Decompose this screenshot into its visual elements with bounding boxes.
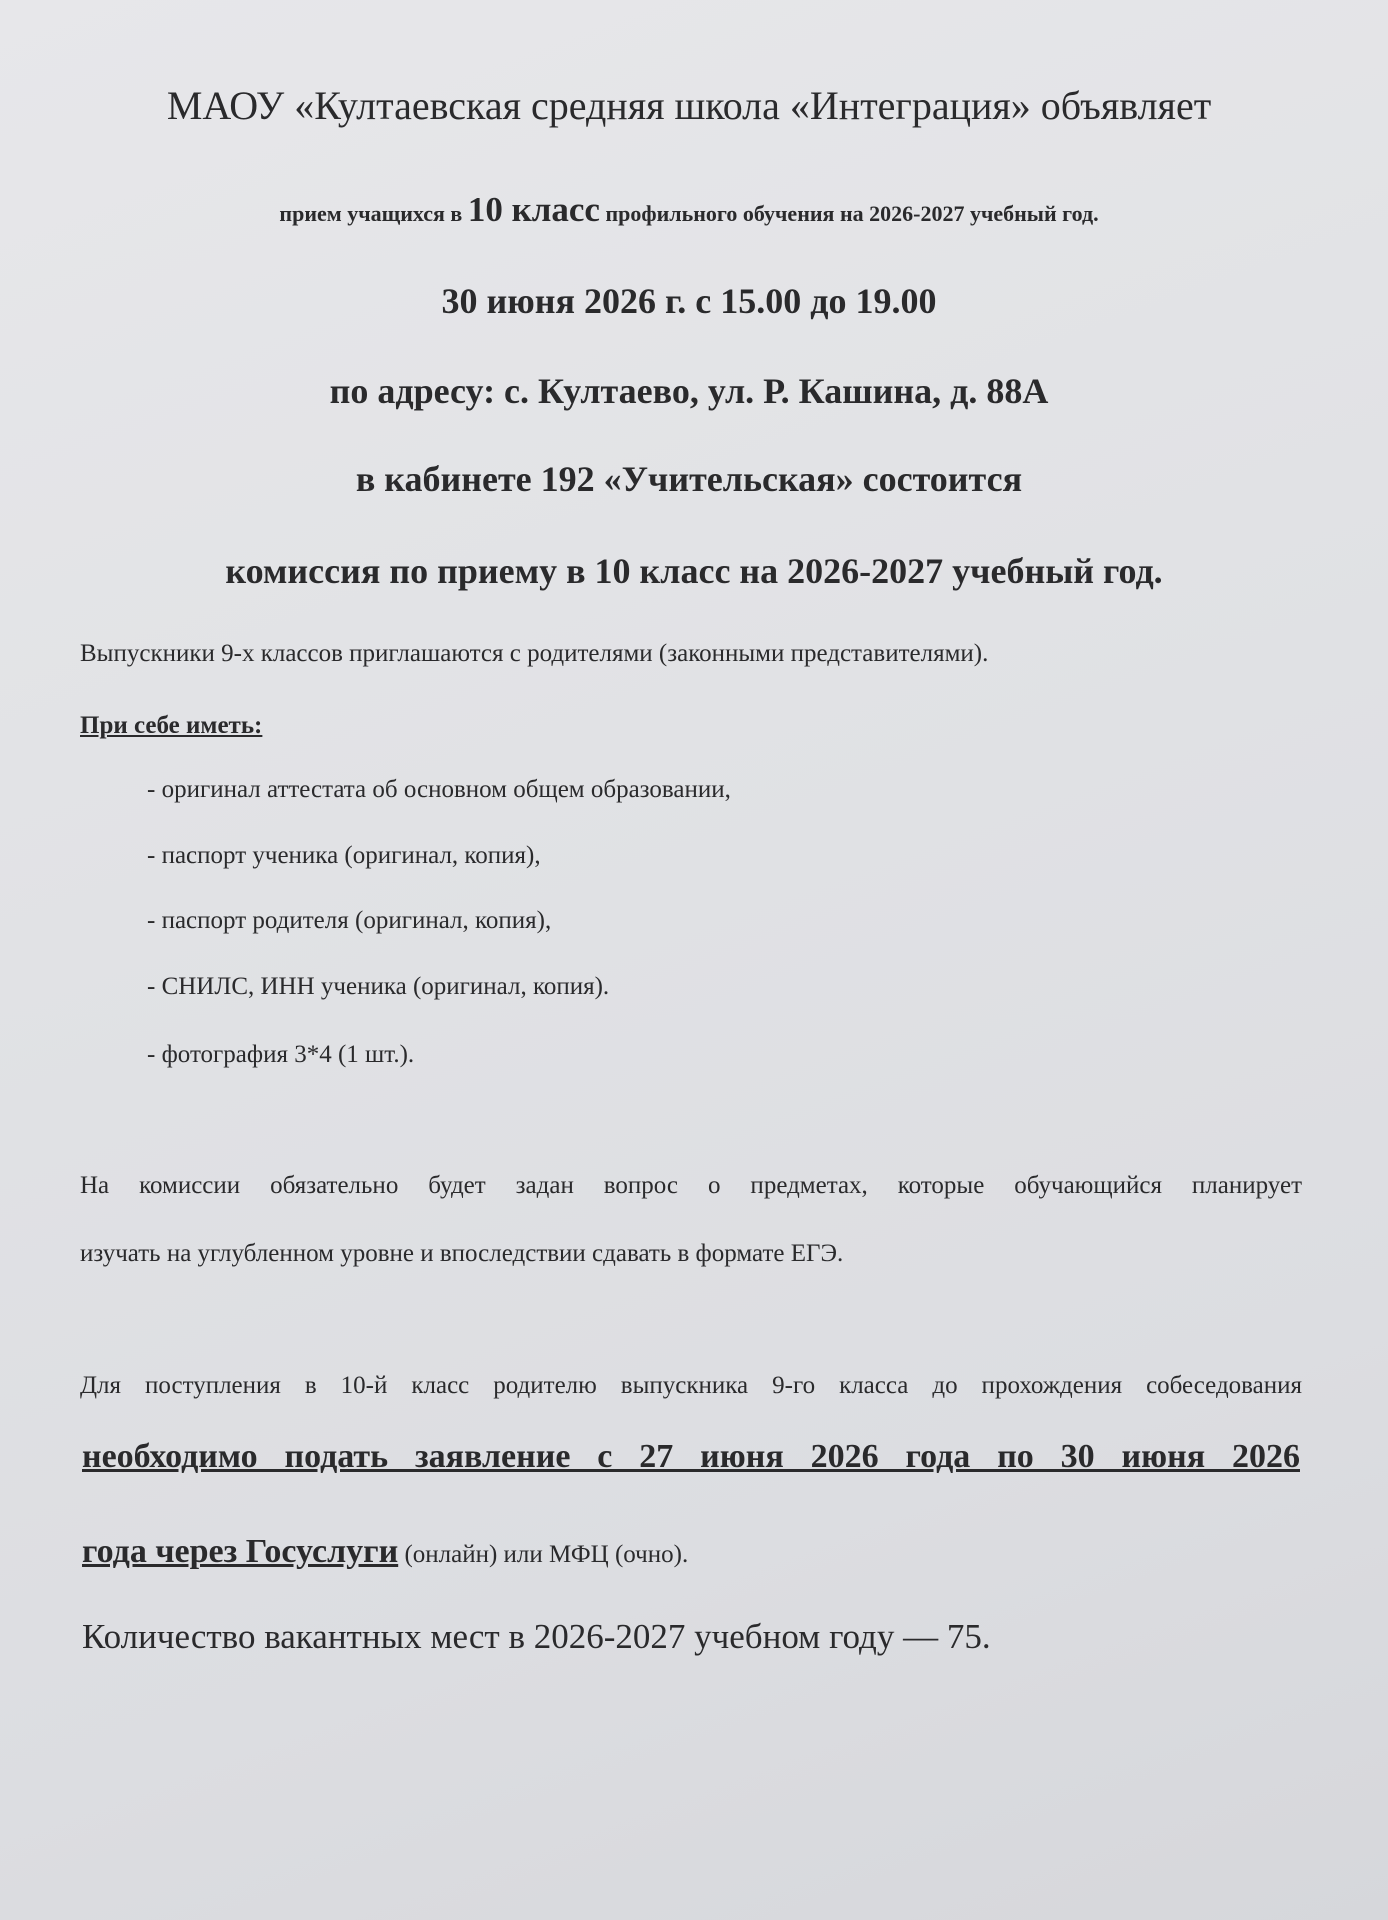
document-item: - фотография 3*4 (1 шт.).	[147, 1041, 415, 1068]
document-item: - СНИЛС, ИНН ученика (оригинал, копия).	[147, 973, 610, 1000]
application-channels: (онлайн) или МФЦ (очно).	[398, 1541, 689, 1568]
document-item: - паспорт ученика (оригинал, копия),	[147, 842, 541, 869]
commission-heading: комиссия по приему в 10 класс на 2026-2027 учебный год.	[225, 551, 1163, 591]
application-deadline-line-2	[82, 1533, 688, 1571]
application-intro: Для поступления в 10-й класс родителю выпускника 9-го класса до прохождения собеседования	[80, 1372, 1302, 1399]
commission-address: по адресу: с. Култаево, ул. Р. Кашина, д. 88А	[329, 371, 1049, 411]
commission-note-line-1: На комиссии обязательно будет задан вопрос о предметах, которые обучающийся планирует	[80, 1172, 1302, 1199]
subtitle-prefix: прием учащихся в	[279, 201, 468, 226]
document-item: - оригинал аттестата об основном общем образовании,	[147, 776, 731, 803]
application-deadline-line-1: необходимо подать заявление с 27 июня 2026 года по 30 июня 2026	[82, 1438, 1300, 1475]
subtitle-suffix: профильного обучения на 2026-2027 учебный год.	[599, 201, 1099, 226]
document-item: - паспорт родителя (оригинал, копия),	[147, 907, 552, 934]
vacancies-count: Количество вакантных мест в 2026-2027 учебном году — 75.	[82, 1617, 991, 1656]
commission-note-line-2: изучать на углубленном уровне и впоследствии сдавать в формате ЕГЭ.	[80, 1240, 844, 1267]
notice-title: МАОУ «Култаевская средняя школа «Интеграция» объявляет	[166, 83, 1212, 128]
subtitle-grade: 10 класс	[467, 190, 600, 229]
notice-subtitle	[0, 190, 1383, 230]
commission-room: в кабинете 192 «Учительская» состоится	[355, 459, 1023, 499]
gosuslugi-text: года через Госуслуги	[82, 1533, 399, 1570]
commission-date-time: 30 июня 2026 г. с 15.00 до 19.00	[441, 281, 937, 321]
bring-list-header: При себе иметь:	[80, 712, 263, 739]
invite-text: Выпускники 9-х классов приглашаются с родителями (законными представителями).	[80, 640, 989, 667]
